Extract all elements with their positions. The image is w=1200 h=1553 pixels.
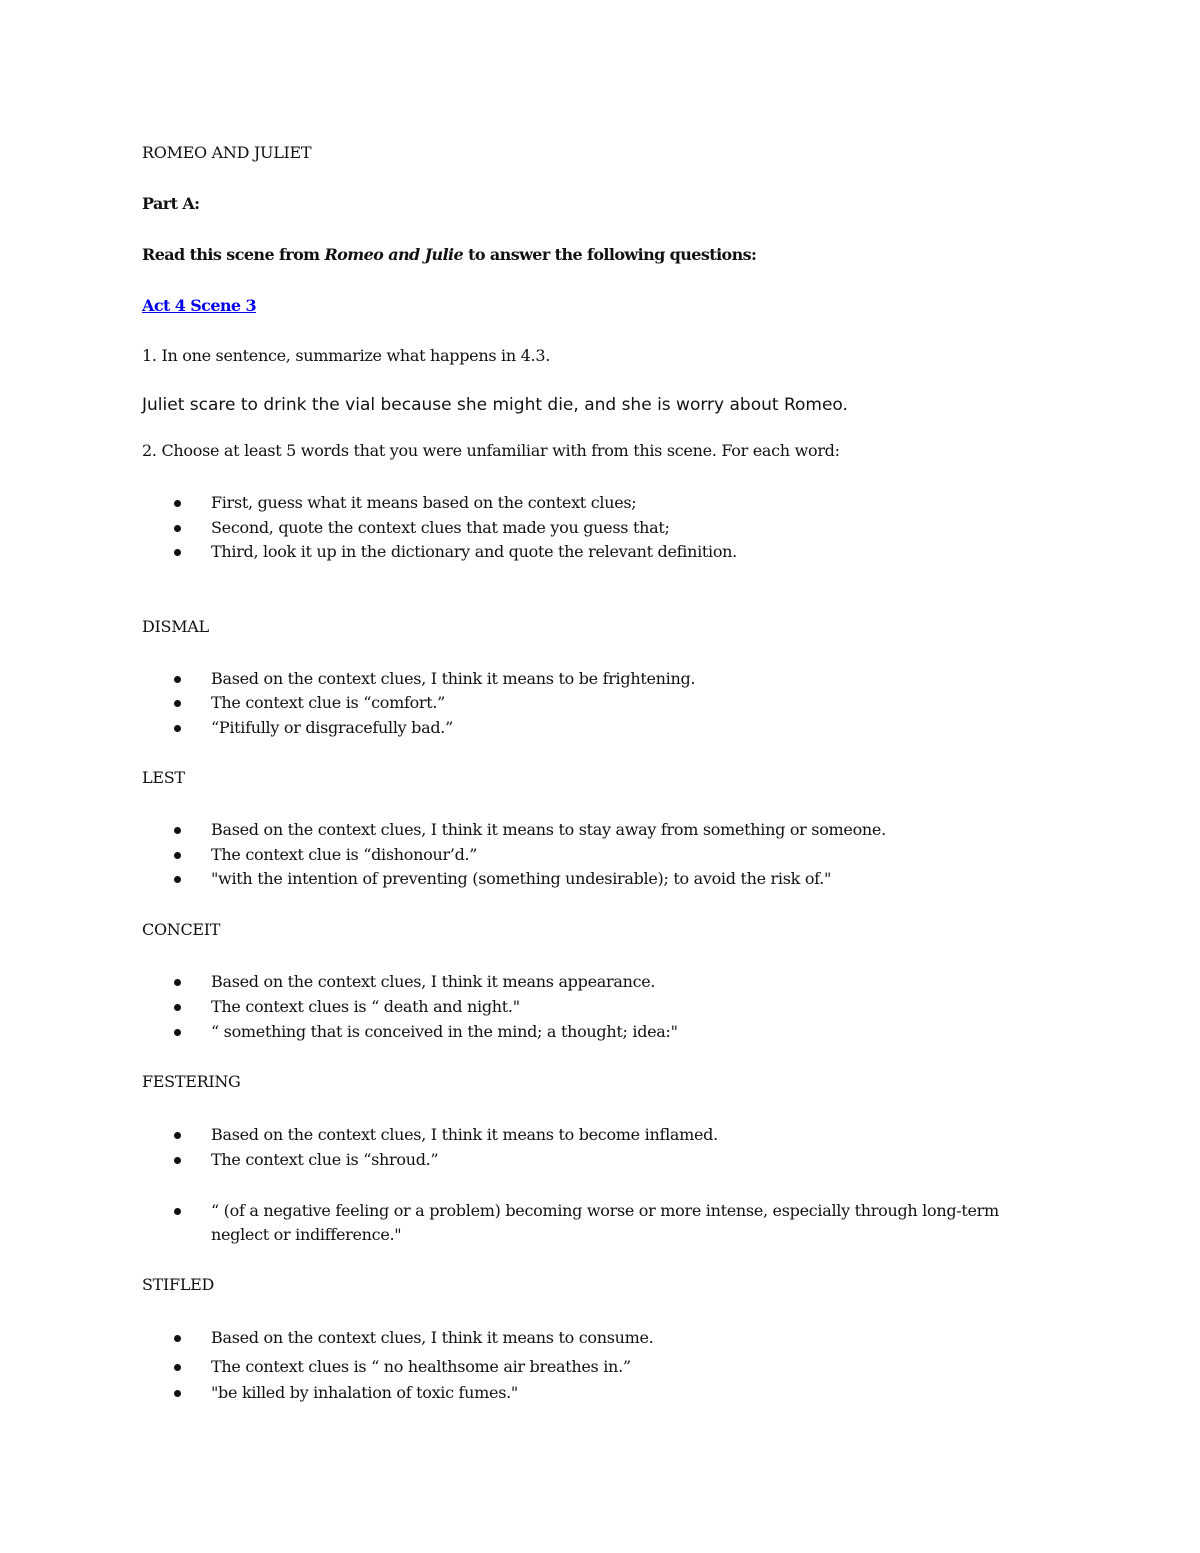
list-item [174,1381,1054,1405]
instruction-prefix: Read this scene from [142,245,325,264]
list-item-text: “ (of a negative feeling or a problem) becoming worse or more intense, especially through long-term neglect or indifference." [211,1201,999,1244]
list-item [174,516,1054,540]
list-item [174,818,1054,842]
word-heading-dismal: DISMAL [142,617,209,636]
bullet-icon [174,491,184,515]
list-item [174,716,1054,740]
list-item-text: "with the intention of preventing (something undesirable); to avoid the risk of." [211,869,832,888]
list-item [174,1355,1054,1379]
answer-1: Juliet scare to drink the vial because she might die, and she is worry about Romeo. [142,395,848,415]
bullet-icon [174,516,184,540]
list-item-text: “ something that is conceived in the mind; a thought; idea:" [211,1022,678,1041]
list-item [174,867,1054,891]
bullet-icon [174,1148,184,1172]
list-item-text: Based on the context clues, I think it means to be frightening. [211,669,696,688]
instruction-italic-title: Romeo and Julie [324,245,464,264]
bullet-icon [174,843,184,867]
question-1: 1. In one sentence, summarize what happens in 4.3. [142,346,550,365]
list-item-text: “Pitifully or disgracefully bad.” [211,718,453,737]
list-item [174,667,1054,691]
bullet-icon [174,1123,184,1147]
list-item-text: The context clue is “comfort.” [211,693,446,712]
list-item [174,970,1054,994]
bullet-icon [174,540,184,564]
list-item [174,491,1054,515]
list-item [174,995,1054,1019]
word-heading-festering: FESTERING [142,1072,241,1091]
bullet-icon [174,1199,184,1223]
word-heading-lest: LEST [142,768,185,787]
bullet-icon [174,995,184,1019]
bullet-icon [174,970,184,994]
list-item-text: Second, quote the context clues that made you guess that; [211,518,670,537]
scene-link[interactable]: Act 4 Scene 3 [142,296,257,315]
question-2: 2. Choose at least 5 words that you were unfamiliar with from this scene. For each word: [142,441,840,460]
list-item [174,1326,1054,1350]
list-item [174,1020,1054,1044]
list-item-text: Based on the context clues, I think it means to consume. [211,1328,654,1347]
list-item-text: "be killed by inhalation of toxic fumes." [211,1383,518,1402]
list-item-text: The context clue is “dishonour’d.” [211,845,478,864]
bullet-icon [174,818,184,842]
bullet-icon [174,1381,184,1405]
list-item [174,1199,1054,1247]
list-item-text: Based on the context clues, I think it means to stay away from something or someone. [211,820,886,839]
word-heading-stifled: STIFLED [142,1275,215,1294]
list-item-text: First, guess what it means based on the context clues; [211,493,637,512]
bullet-icon [174,1355,184,1379]
list-item [174,843,1054,867]
list-item [174,691,1054,715]
list-item-text: The context clues is “ no healthsome air breathes in.” [211,1357,631,1376]
list-item-text: Based on the context clues, I think it means to become inflamed. [211,1125,718,1144]
list-item [174,1123,1054,1147]
part-heading: Part A: [142,194,200,213]
instruction-line [142,245,756,265]
bullet-icon [174,867,184,891]
bullet-icon [174,716,184,740]
list-item-text: The context clues is “ death and night." [211,997,520,1016]
list-item [174,1148,1054,1172]
list-item [174,540,1054,564]
document-title: ROMEO AND JULIET [142,143,312,162]
bullet-icon [174,667,184,691]
bullet-icon [174,1020,184,1044]
list-item-text: Third, look it up in the dictionary and quote the relevant definition. [211,542,737,561]
instruction-suffix: to answer the following questions: [463,245,757,264]
bullet-icon [174,691,184,715]
bullet-icon [174,1326,184,1350]
list-item-text: Based on the context clues, I think it means appearance. [211,972,656,991]
word-heading-conceit: CONCEIT [142,920,221,939]
list-item-text: The context clue is “shroud.” [211,1150,439,1169]
